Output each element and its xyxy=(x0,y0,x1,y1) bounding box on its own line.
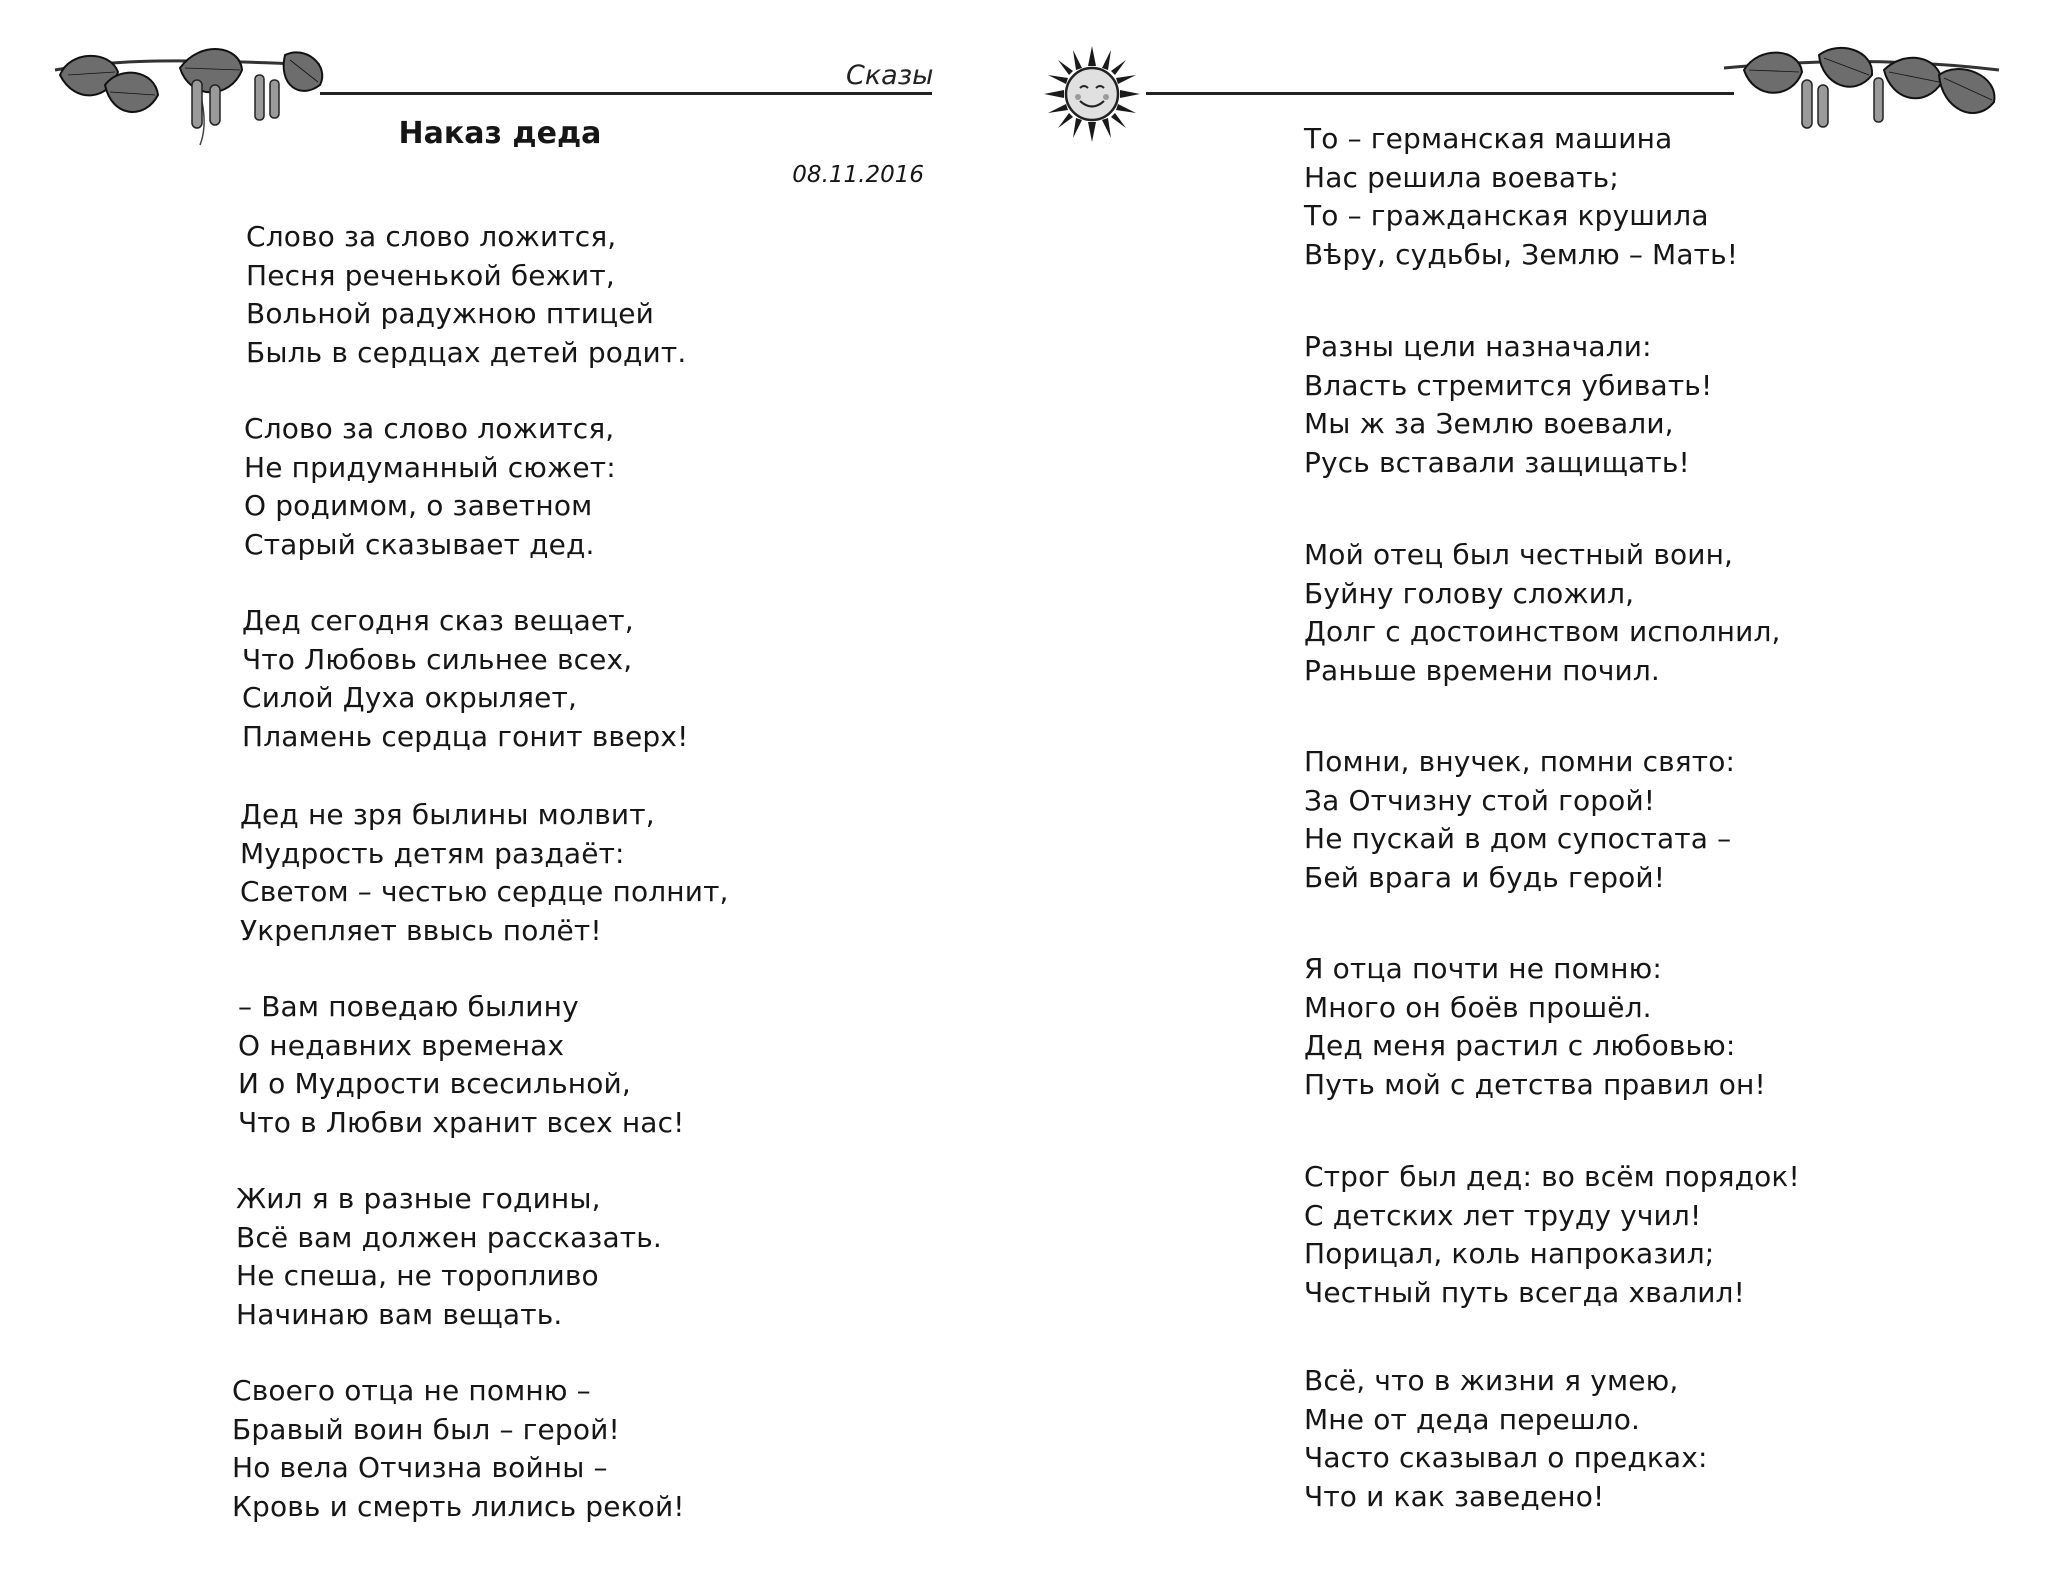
poem-line: Что Любовь сильнее всех, xyxy=(242,642,633,676)
stanza xyxy=(1304,950,1766,1104)
poem-title: Наказ деда xyxy=(398,116,602,151)
poem-line: Долг с достоинством исполнил, xyxy=(1304,615,1781,648)
poem-line: Силой Духа окрыляет, xyxy=(242,681,578,714)
poem-line: Жил я в разные годины, xyxy=(236,1182,601,1215)
poem-line: Честный путь всегда хвалил! xyxy=(1304,1275,1745,1309)
poem-line: Власть стремится убивать! xyxy=(1304,368,1713,402)
poem-line: Песня реченькой бежит, xyxy=(246,258,615,292)
stanza xyxy=(1304,328,1712,482)
poem-line: Начинаю вам вещать. xyxy=(236,1297,563,1331)
stanza xyxy=(240,796,729,950)
poem-line: Разны цели назначали: xyxy=(1304,330,1652,363)
poem-line: Всё вам должен рассказать. xyxy=(236,1220,662,1254)
poem-line: Путь мой с детства правил он! xyxy=(1304,1067,1766,1101)
stanza xyxy=(244,410,616,564)
poem-line: Много он боёв прошёл. xyxy=(1304,990,1652,1024)
poem-line: Кровь и смерть лились рекой! xyxy=(232,1489,685,1523)
poem-line: Часто сказывал о предках: xyxy=(1304,1441,1708,1474)
stanza xyxy=(1304,120,1738,274)
poem-line: Раньше времени почил. xyxy=(1304,653,1660,687)
poem-line: Укрепляет ввысь полёт! xyxy=(240,913,602,947)
stanza xyxy=(238,988,685,1142)
poem-line: Порицал, коль напроказил; xyxy=(1304,1237,1715,1270)
poem-line: Старый сказывает дед. xyxy=(244,527,595,561)
poem-line: Но вела Отчизна войны – xyxy=(232,1451,608,1484)
poem-line: То – германская машина xyxy=(1304,122,1673,155)
poem-line: Всё, что в жизни я умею, xyxy=(1304,1364,1679,1397)
poem-line: Помни, внучек, помни свято: xyxy=(1304,745,1736,778)
poem-line: И о Мудрости всесильной, xyxy=(238,1067,631,1100)
poem-line: Слово за слово ложится, xyxy=(244,412,615,445)
poem-line: Слово за слово ложится, xyxy=(246,220,617,253)
poem-line: Не пускай в дом супостата – xyxy=(1304,822,1732,855)
birch-branch-icon xyxy=(50,30,330,150)
poem-line: Буйну голову сложил, xyxy=(1304,576,1635,610)
poem-line: Светом – честью сердце полнит, xyxy=(240,875,729,908)
poem-line: Мне от деда перешло. xyxy=(1304,1402,1641,1436)
poem-line: – Вам поведаю былину xyxy=(238,990,579,1023)
poem-line: Вѣру, судьбы, Землю – Мать! xyxy=(1304,237,1739,271)
birch-branch-icon xyxy=(1714,30,2004,150)
poem-line: За Отчизну стой горой! xyxy=(1304,783,1656,817)
poem-line: Русь вставали защищать! xyxy=(1304,445,1690,479)
poem-line: Я отца почти не помню: xyxy=(1304,952,1662,985)
poem-line: С детских лет труду учил! xyxy=(1304,1198,1702,1232)
poem-line: Что в Любви хранит всех нас! xyxy=(238,1105,685,1139)
poem-line: Мы ж за Землю воевали, xyxy=(1304,407,1674,440)
poem-line: Бравый воин был – герой! xyxy=(232,1412,620,1446)
poem-line: То – гражданская крушила xyxy=(1304,199,1709,232)
poem-line: Не придуманный сюжет: xyxy=(244,450,616,484)
right-page xyxy=(1024,0,2047,1575)
header-rule xyxy=(320,92,932,95)
poem-line: Своего отца не помню – xyxy=(232,1374,591,1407)
poem-line: Строг был дед: во всём порядок! xyxy=(1304,1160,1800,1193)
poem-line: Пламень сердца гонит вверх! xyxy=(242,719,689,753)
poem-line: Мудрость детям раздаёт: xyxy=(240,836,625,870)
poem-line: Что и как заведено! xyxy=(1304,1479,1605,1513)
poem-line: Быль в сердцах детей родит. xyxy=(246,335,687,369)
stanza xyxy=(246,218,686,372)
stanza xyxy=(1304,1158,1800,1312)
running-head: Сказы xyxy=(846,60,934,91)
poem-line: О недавних временах xyxy=(238,1028,565,1062)
stanza xyxy=(1304,1362,1708,1516)
poem-date: 08.11.2016 xyxy=(792,162,924,188)
header-rule xyxy=(1146,92,1734,95)
poem-line: Дед не зря былины молвит, xyxy=(240,798,655,831)
poem-line: Дед сегодня сказ вещает, xyxy=(242,604,634,637)
smiling-sun-icon xyxy=(1042,44,1142,144)
poem-line: О родимом, о заветном xyxy=(244,489,593,522)
stanza xyxy=(1304,536,1781,690)
stanza xyxy=(242,602,688,756)
poem-line: Мой отец был честный воин, xyxy=(1304,538,1734,571)
stanza xyxy=(232,1372,685,1526)
stanza xyxy=(236,1180,662,1334)
poem-line: Бей врага и будь герой! xyxy=(1304,860,1666,894)
stanza xyxy=(1304,743,1735,897)
poem-line: Не спеша, не торопливо xyxy=(236,1259,599,1292)
poem-line: Нас решила воевать; xyxy=(1304,160,1619,194)
poem-line: Дед меня растил с любовью: xyxy=(1304,1029,1736,1062)
poem-line: Вольной радужною птицей xyxy=(246,297,655,330)
